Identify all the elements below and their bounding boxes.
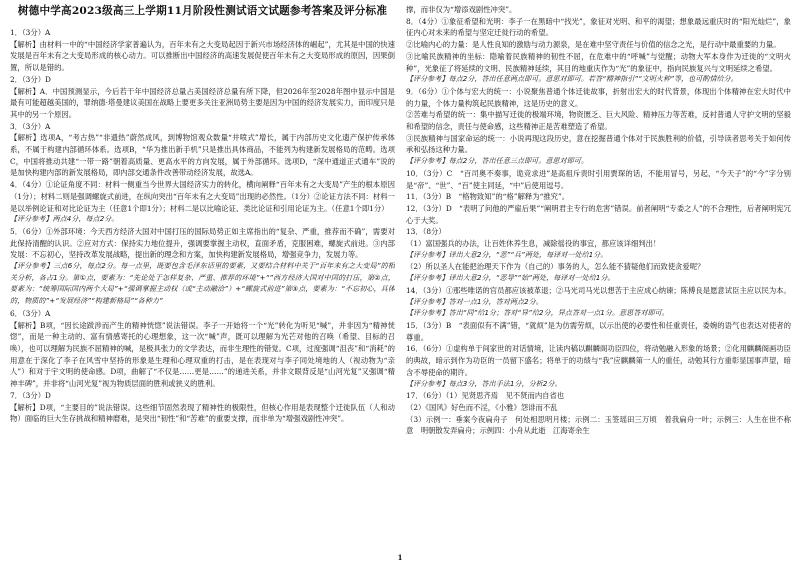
answer-paragraph: 13．（8分） <box>406 227 446 237</box>
answer-paragraph: 7．（3分）D <box>10 390 51 400</box>
answer-paragraph: 17．（6分）（1）见贤思齐焉 见不贤而内自省也 <box>406 391 565 401</box>
right-column <box>406 4 791 550</box>
answer-paragraph: ③比喻民族精神的坐标：隐喻着民族精神的韧性不屈，在危难中的“呼喊”与觉醒；动物大军本身作为迁徙的“文明火种”，光象征了将延续的文明、民族精神延续，其目的地重庆作为“光”的象征中，指向民族复兴与文明延续之希望。 <box>406 51 791 73</box>
scoring-note: 【评分参考】译出大意2分，“恶”“兵”两处，每译对一处给1分。 <box>406 250 608 259</box>
answer-paragraph: 1．（3分）A <box>10 28 51 37</box>
answer-paragraph: 【解析】B项，“因长途跋涉而产生的精神恍惚”说法错误。李子一开始将一个“光”转化为听见“喊”，并非因为“精神恍惚”，而是一种主动的、富有情感寄托的心理想象，这一次“喊”声，既可以理解为光芒对他的召唤（希望、目标的召唤），也可以理解为民族不屈精神的喊，是极具张力的文学表达，而非生理性的错觉。C项，过度强调“沮丧”和“消耗”的用意在于深化了李子在风雪中坚持的形象是生理和心理双重的打击，是在表现对与李子同处境地的人（视动物为“亲人”）和对于宇文明的使命感。D项，曲解了“不仅是……更是……”的递进关系，并非文眼背反是“山河光复”又强调“精神丰碑”，并非将“山河光复”视为物质层面的胜利或狭义的胜利。 <box>10 320 395 389</box>
scoring-note: 【评分参考】答出“同”给1分；答对“异”给2分，异点答对一点1分。意思答对即可。 <box>406 309 669 318</box>
answer-paragraph: 撑，而非仅为“增添戏剧性冲突”。 <box>406 5 517 14</box>
scoring-note: 【评分参考】译出大意2分，“恶导”“始”两处，每译对一处给1分。 <box>406 274 615 283</box>
answer-paragraph: 【解析】选项A，“考古热”“非遗热”蔚然成风，到博物馆观众数量“井喷式”增长，属于内部历史文化遗产保护传承体系，不属于构建内部循环体系。选项B，“华为推出新手机”只是推出具体商品，不能列为构建新发展格局的范畴。选项C，中国将推动共建“一带一路”朝着高质量、更高水平的方向发展，属于外部循环。选项D，“深中通道正式通车”说的是加快构建内部的新发展格局，即内部交通条件改善带动经济发展，故选A。 <box>10 133 395 178</box>
answer-paragraph: 11．（3分）B “格物致知”的“格”解释为“推究”。 <box>406 192 570 202</box>
answer-paragraph: （2）所以圣人在能把治理天下作为（自己的）事务的人，怎么能不猜疑他们而致使贪爱呢？ <box>406 262 705 272</box>
answer-paragraph: 9．（6分）①个体与宏大的统一：小说聚焦普通个体迁徙故事，折射出宏大的时代背景，体现出个体精神在宏大时代中的力量，个体力量构筑起民族精神，这是历史的意义。 <box>406 86 791 108</box>
answer-paragraph: （2）《国风》好色而不淫，《小雅》怨诽而不乱 <box>406 402 558 412</box>
scoring-note: 【评分参考】三点6分，每点2分。每一点里，既要包含毛泽东话里的要素，又要结合材料中关于“百年未有之大变局”的相关分析，各占1分。第①点，要素为：“先论处于怎样复杂、严重、推荐的环境”+“”西方经济大国对中国的打压，第②点，要素为：“统筹国际国内两个大局”+“强调掌握主动权（或“主动融洽”）+“螺旋式前进”第③点，要素为：“不忘初心，具体的，物质的”+“发展经济”“构建新格局”“各种力” <box>10 262 395 306</box>
answer-paragraph: ③民族精神与国家命运的统一：小说再现这段历史，意在挖掘普通个体对于民族胜利的价值，引导读者思考关于如何传承和弘扬这种力量。 <box>406 133 791 155</box>
answer-paragraph: 14．（3分）①那些唯诺的官员都应该被革退；②马光司马光以想苦于主应成心纳谏；陈傅良是愿意试臣主应以民为本。 <box>406 285 791 295</box>
answer-paragraph: 6．（3分）A <box>10 308 51 318</box>
document-title: 树德中学高2023级高三上学期11月阶段性测试语文试题参考答案及评分标准 <box>17 5 388 17</box>
left-column <box>10 4 395 550</box>
scoring-note: 【评分参考】答对一点1分，答对两点2分。 <box>406 297 543 306</box>
answer-paragraph: 4．（4分）①论证角度不同：材料一侧重当今世界大国经济实力的转化，横向阐释“百年未有之大变局”产生的根本原因（1分）；材料二则是强调螺旋式前进，在纵向突出“百年未有之大变局”出现的必然性。（1分）②论证方法不同：材料一是以举例论证和对比论证为主（任意1个即1分）；材料二是以比喻论证、类比论证和引用论证为主。（任意1个即1分） <box>10 180 395 213</box>
answer-paragraph: 【解析】A．中国预测显示，今后若干年中国经济总量占美国经济总量有所下降，但2026年至2028年图中显示中国是最有可能超越美国的，罪纳德·塔曼建议美国在战略上要更多关注亚洲局势主要是因为中国的经济发展实力，而印度只是其中的另一个原因。 <box>10 86 395 119</box>
scoring-note: 【评分参考】每点2分，答出任意两点即可。意思对即可。若答“精神指引”“文明火种”等，也可酌情给分。 <box>406 75 738 84</box>
answer-paragraph: ②比喻内心的力量：是人性良知的激励与动力源泉，是在难中坚守责任与价值的信念之光，是行动中最重要的力量。 <box>406 40 781 50</box>
scoring-note: 【评分参考】两点4分，每点2分。 <box>10 215 119 224</box>
answer-paragraph: 5．（6分）①外部环境：今天西方经济大国对中国打压的国际局势正如主席指出的“复杂、严重，推荐而不确”，需要对此保持清醒的认识。②应对方式：保持实力地位提升，强调要掌握主动权，直面矛盾，克服困难，螺旋式前进。③内部发展：不忘初心，坚持改革发展战略，提出新的理念和方案，加快构建新发展格局，增强竞争力，发展力等。 <box>10 226 395 260</box>
answer-paragraph: （3）示例一：垂案今夜扁舟子 何处相思明月楼；示例二：玉签瑶田三万顷 着我扁舟一叶；示例三：人生在世不称意 明朝散发弄扁舟；示例四：小舟从此逝 江海寄余生 <box>406 414 791 436</box>
answer-paragraph: 3．（3分）A <box>10 121 51 131</box>
page-number: 1 <box>397 553 403 562</box>
answer-paragraph: 【解析】由材料一中的“中国经济学家普遍认为，百年未有之大变局起因于新兴市场经济体的崛起”，尤其是中国的快速发展是百年未有之大变局形成的核心动力。可以推断出中国经济的高速发展促使百年未有之大变局形成的原因，因果倒置，所以是错的。 <box>10 39 395 73</box>
answer-paragraph: 8．（4分）①象征希望和光明：李子一在黑暗中“找光”，象征对光明、和平的渴望；想象最远重庆时的“阳光灿烂”，象征内心对未来的希望与坚定迁徙行动的希望。 <box>406 16 791 38</box>
answer-paragraph: ②苦难与希望的统一：集中描写迁徙的极端环境，物资匮乏、巨大风险、精神压力等苦难，反衬普通人守护文明的坚毅和希望的信念，责任与使命感，这些精神正是苦难塑造了希望。 <box>406 110 791 132</box>
scoring-note: 【评分参考】每点2分，答出任意三点即可。意思对即可。 <box>406 157 589 166</box>
answer-paragraph: 16．（6分）①虚构单于间家世的对话情境，让读内稿以麒麟阁功臣四位，将动勉融入形象的场景；②化用麒麟阁画功臣的典故，暗示到作为功臣的一员留下盛名；将单于的功绩与“我”应麒麟第一人的重任，动勉其行方重彰显国事声望，暗含不辱使命的期许。 <box>406 344 791 377</box>
scoring-note: 【评分参考】每点3分，答出手法1分，分析2分。 <box>406 379 562 388</box>
answer-paragraph: 【解析】D项，“主要目的”说法错误。这些细节固然表现了精神性的极限性，但核心作用是表现整个迁徙队伍（人和动物）面临的巨大生存挑战和精神磨难，是突出“韧性”和“苦难”的重要支撑，而非单为“增强戏剧性冲突”。 <box>10 402 395 424</box>
answer-paragraph: 12．（3分）D “表明了问他的严雇后果”“阐明君主专行的危害”错误。前者阐明“专委之人”的不合理性，后者阐明宪冗心于大奖。 <box>406 203 791 225</box>
answer-paragraph: （1）富国强兵的办法，让百姓休养生息，减除徭役的事宜，都应该详细判出！ <box>406 239 661 249</box>
answer-paragraph: 15．（3分）B “表面似有不满”错，“就烦”是为仿需劳烦，以示出使的必要性和任重责任，委婉的语气也表达对使者的尊重。 <box>406 320 791 342</box>
answer-paragraph: 10．（3分）C “百司奥不奏事，诡竞求进”是高祖斥责时引用贾琛的话，不能用冒号，另起，“今天子”的“今”字分别是“帝”、“世”、“百”使主同延，“中”后使用逗号。 <box>406 168 791 190</box>
answer-paragraph: 2．（3分）D <box>10 74 51 84</box>
